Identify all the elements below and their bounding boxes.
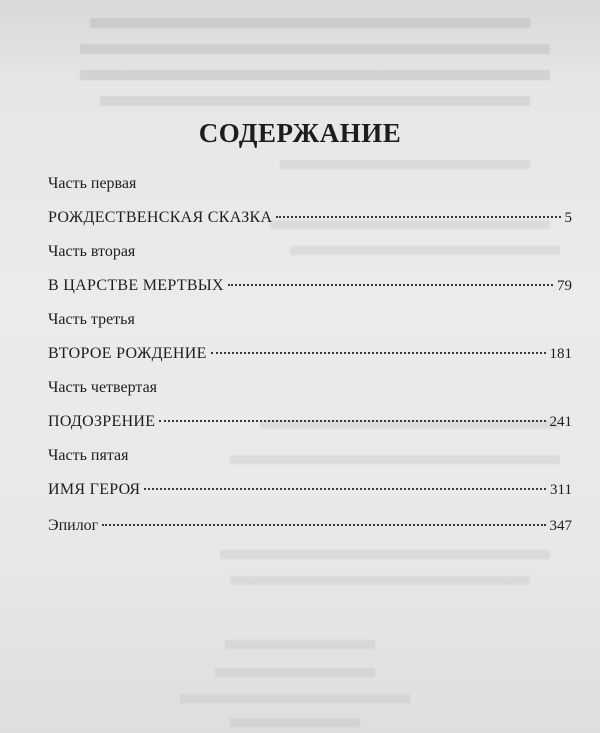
table-of-contents (48, 174, 572, 582)
dot-leader (276, 216, 560, 218)
toc-entry (48, 342, 572, 366)
dot-leader (159, 420, 545, 422)
toc-part-5 (48, 446, 572, 514)
bleed-through-line (280, 160, 530, 169)
page-number: 5 (564, 210, 572, 226)
chapter-title: ИМЯ ГЕРОЯ (48, 481, 141, 498)
part-label: Часть пятая (48, 447, 129, 464)
part-label: Часть вторая (48, 243, 136, 260)
chapter-title: РОЖДЕСТВЕНСКАЯ СКАЗКА (48, 209, 273, 226)
part-label: Часть первая (48, 175, 137, 192)
part-label: Часть третья (48, 311, 135, 328)
bleed-through-line (90, 18, 530, 28)
bleed-through-line (215, 668, 375, 677)
toc-part-1 (48, 174, 572, 242)
part-label: Часть четвертая (48, 379, 158, 396)
toc-entry (48, 514, 572, 538)
bleed-through-line (230, 718, 360, 727)
page-number: 347 (549, 518, 572, 534)
page-number: 241 (549, 414, 572, 430)
toc-part-3 (48, 310, 572, 378)
toc-entry (48, 410, 572, 434)
page-number: 311 (550, 482, 572, 498)
chapter-title: ВТОРОЕ РОЖДЕНИЕ (48, 345, 207, 362)
epilogue-title: Эпилог (48, 517, 99, 534)
page-number: 79 (557, 278, 572, 294)
chapter-title: ПОДОЗРЕНИЕ (48, 413, 156, 430)
bleed-through-line (180, 694, 410, 703)
toc-part-2 (48, 242, 572, 310)
bleed-through-line (225, 640, 375, 649)
bleed-through-line (80, 70, 550, 80)
bleed-through-line (100, 96, 530, 106)
dot-leader (102, 524, 545, 526)
toc-epilogue (48, 514, 572, 582)
toc-entry (48, 478, 572, 502)
toc-part-4 (48, 378, 572, 446)
dot-leader (211, 352, 546, 354)
bleed-through-line (80, 44, 550, 54)
toc-entry (48, 206, 572, 230)
toc-entry (48, 274, 572, 298)
toc-heading: СОДЕРЖАНИЕ (198, 118, 402, 148)
dot-leader (228, 284, 553, 286)
chapter-title: В ЦАРСТВЕ МЕРТВЫХ (48, 277, 224, 294)
dot-leader (144, 488, 546, 490)
page-number: 181 (549, 346, 572, 362)
